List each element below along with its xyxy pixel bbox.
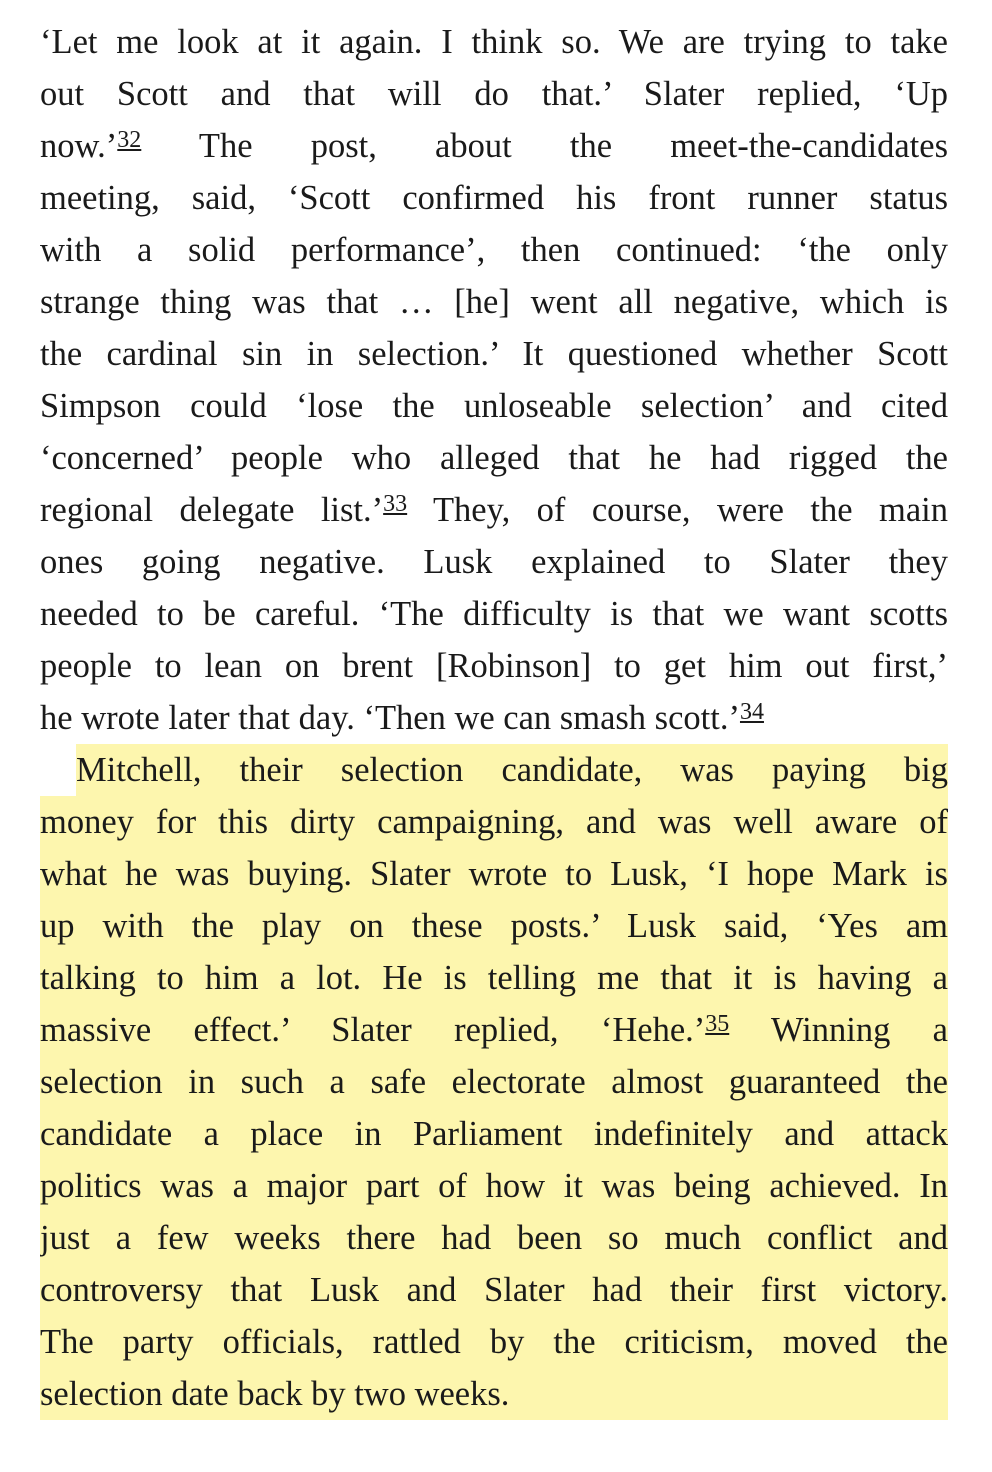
text-line: ‘concerned’ people who alleged that he had rigged the	[40, 439, 948, 477]
text-line	[40, 120, 948, 172]
text-line: out Scott and that will do that.’ Slater replied, ‘Up	[40, 75, 948, 113]
highlighted-text-line: The party officials, rattled by the criticism, moved the	[40, 1316, 948, 1368]
footnote-marker-34[interactable]: 34	[739, 699, 764, 725]
text-line: needed to be careful. ‘The difficulty is that we want scotts	[40, 595, 948, 633]
text-line: meeting, said, ‘Scott confirmed his front runner status	[40, 179, 948, 217]
highlighted-text-line: up with the play on these posts.’ Lusk said, ‘Yes am	[40, 900, 948, 952]
text-line: the cardinal sin in selection.’ It questioned whether Scott	[40, 335, 948, 373]
highlighted-text-line: candidate a place in Parliament indefinitely and attack	[40, 1108, 948, 1160]
text-line	[40, 484, 948, 536]
text-segment: regional delegate list.’	[40, 491, 384, 529]
text-segment: Winning a	[729, 1011, 948, 1049]
footnote-marker-33[interactable]: 33	[383, 491, 408, 517]
highlighted-text-line: Mitchell, their selection candidate, was paying big	[76, 744, 948, 796]
highlighted-text-line: what he was buying. Slater wrote to Lusk, ‘I hope Mark is	[40, 848, 948, 900]
footnote-marker-35[interactable]: 35	[705, 1011, 730, 1037]
highlighted-text-line: selection date back by two weeks.	[40, 1368, 948, 1420]
text-segment: he wrote later that day. ‘Then we can smash scott.’	[40, 699, 740, 737]
text-line: strange thing was that … [he] went all negative, which is	[40, 283, 948, 321]
text-line: people to lean on brent [Robinson] to get him out first,’	[40, 647, 948, 685]
text-segment: massive effect.’ Slater replied, ‘Hehe.’	[40, 1011, 706, 1049]
book-page	[40, 16, 948, 1425]
footnote-marker-32[interactable]: 32	[117, 127, 142, 153]
text-segment: They, of course, were the main	[407, 491, 948, 529]
highlighted-text-line	[40, 1004, 948, 1056]
text-line: Simpson could ‘lose the unloseable selection’ and cited	[40, 387, 948, 425]
text-line: with a solid performance’, then continued: ‘the only	[40, 231, 948, 269]
highlighted-text-line: talking to him a lot. He is telling me that it is having a	[40, 952, 948, 1004]
highlighted-text-line: controversy that Lusk and Slater had their first victory.	[40, 1264, 948, 1316]
highlighted-text-line: just a few weeks there had been so much conflict and	[40, 1212, 948, 1264]
text-line	[40, 692, 948, 744]
highlighted-text-line: politics was a major part of how it was being achieved. In	[40, 1160, 948, 1212]
paragraph-1	[40, 16, 948, 744]
highlighted-text-line: money for this dirty campaigning, and was well aware of	[40, 796, 948, 848]
text-line: ‘Let me look at it again. I think so. We are trying to take	[40, 23, 948, 61]
paragraph-2-highlighted	[40, 744, 948, 1425]
text-line: ones going negative. Lusk explained to Slater they	[40, 543, 948, 581]
text-segment: The post, about the meet-the-candidates	[141, 127, 948, 165]
highlighted-text-line: selection in such a safe electorate almost guaranteed the	[40, 1056, 948, 1108]
text-segment: now.’	[40, 127, 118, 165]
